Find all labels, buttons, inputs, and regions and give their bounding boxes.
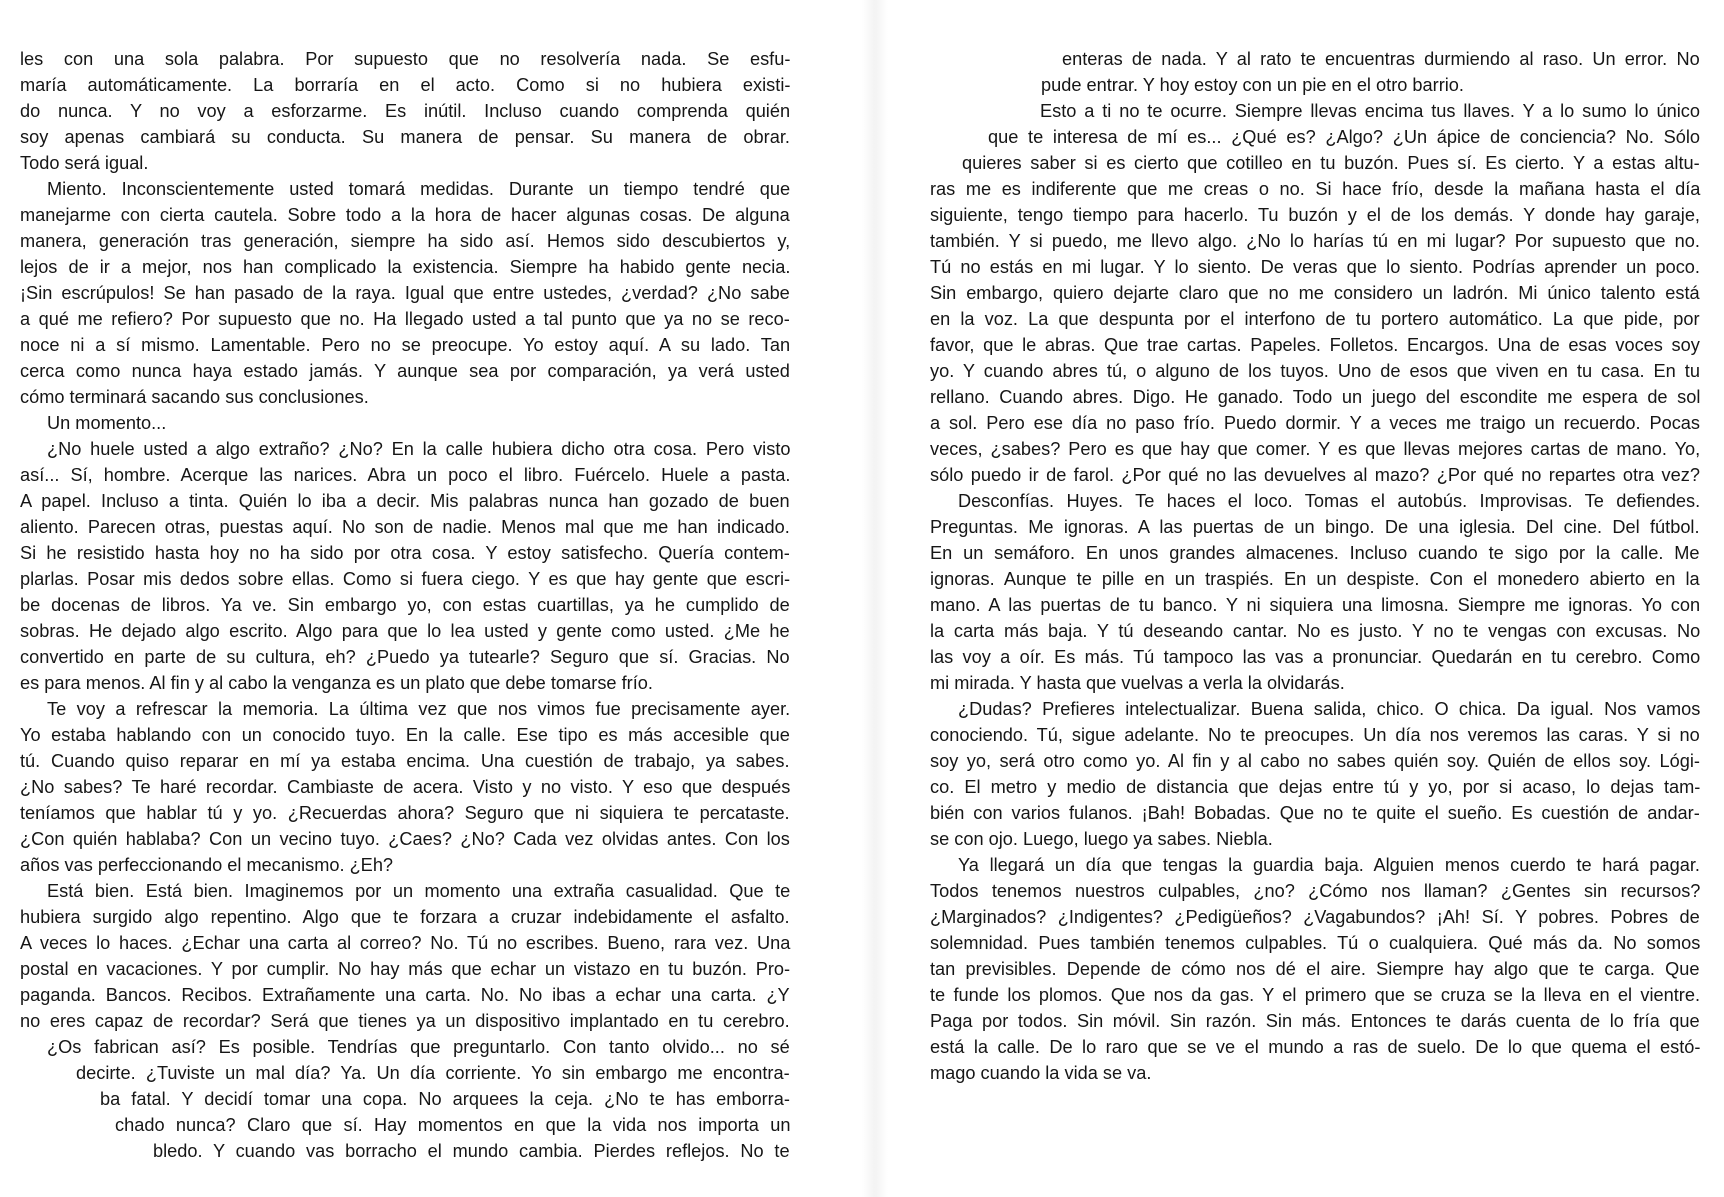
text-line: Un momento... — [47, 413, 167, 433]
text-line: años vas perfeccionando el mecanismo. ¿Eh? — [20, 855, 394, 875]
text-line: mago cuando la vida se va. — [930, 1063, 1152, 1083]
text-line: pude entrar. Y hoy estoy con un pie en el otro barrio. — [1041, 75, 1464, 95]
text-line: se con ojo. Luego, luego ya sabes. Niebla. — [930, 829, 1273, 849]
text-line: chado nunca? Claro que sí. Hay momentos en que la vida nos importa un — [115, 1115, 791, 1135]
text-line: que te interesa de mí es... ¿Qué es? ¿Algo? ¿Un ápice de conciencia? No. Sólo — [988, 127, 1701, 147]
text-line: bién con varios fulanos. ¡Bah! Bobadas. Que no te quite el sueño. Es cuestión de andar- — [930, 803, 1700, 823]
text-line: Preguntas. Me ignoras. A las puertas de un bingo. De una iglesia. Del cine. Del fútbol. — [930, 517, 1700, 537]
text-line: do nunca. Y no voy a esforzarme. Es inútil. Incluso cuando comprenda quién — [20, 101, 791, 121]
text-line: En un semáforo. En unos grandes almacenes. Incluso cuando te sigo por la calle. Me — [930, 543, 1700, 563]
text-line: convertido en parte de su cultura, eh? ¿Puedo ya tutearle? Seguro que sí. Gracias. No — [20, 647, 790, 667]
text-line: Te voy a refrescar la memoria. La última vez que nos vimos fue precisamente ayer. — [47, 699, 791, 719]
text-line: hubiera surgido algo repentino. Algo que te forzara a cruzar indebidamente el asfalto. — [20, 907, 790, 927]
text-line: noce ni a sí mismo. Lamentable. Pero no se preocupe. Yo estoy aquí. A su lado. Tan — [20, 335, 791, 355]
text-line: ¿Marginados? ¿Indigentes? ¿Pedigüeños? ¿Vagabundos? ¡Ah! Sí. Y pobres. Pobres de — [930, 907, 1700, 927]
text-line: quieres saber si es cierto que cotilleo en tu buzón. Pues sí. Es cierto. Y a estas altu- — [962, 153, 1700, 173]
text-line: aliento. Parecen otras, puestas aquí. No son de nadie. Menos mal que me han indicado. — [20, 517, 790, 537]
text-line: ¿No sabes? Te haré recordar. Cambiaste de acera. Visto y no visto. Y eso que después — [20, 777, 791, 797]
text-line: be docenas de libros. Ya ve. Sin embargo yo, con estas cuartillas, ya he cumplido de — [20, 595, 790, 615]
text-line: Todos tenemos nuestros culpables, ¿no? ¿Cómo nos llaman? ¿Gentes sin recursos? — [930, 881, 1701, 901]
text-line: ba fatal. Y decidí tomar una copa. No arquees la ceja. ¿No te has emborra- — [100, 1089, 790, 1109]
text-line: yo. Y cuando abres tú, o alguno de los tuyos. Uno de esos que viven en tu casa. En tu — [930, 361, 1700, 381]
text-line: sobras. He dejado algo escrito. Algo para que lo lea usted y gente como usted. ¿Me he — [20, 621, 790, 641]
text-line: ignoras. Aunque te pille en un traspiés. En un despiste. Con el monedero abierto en la — [930, 569, 1700, 589]
text-line: maría automáticamente. La borraría en el acto. Como si no hubiera existi- — [20, 75, 791, 95]
text-line: a qué me refiero? Por supuesto que no. Ha llegado usted a tal punto que ya no se reco- — [20, 309, 790, 329]
text-line: ¿Dudas? Prefieres intelectualizar. Buena salida, chico. O chica. Da igual. Nos vamos — [958, 699, 1701, 719]
text-line: favor, que le abras. Que trae cartas. Papeles. Folletos. Encargos. Una de esas voces soy — [930, 335, 1700, 355]
text-line: así... Sí, hombre. Acerque las narices. Abra un poco el libro. Fuércelo. Huele a pasta. — [20, 465, 791, 485]
text-line: ¡Sin escrúpulos! Se han pasado de la raya. Igual que entre ustedes, ¿verdad? ¿No sabe — [20, 283, 790, 303]
text-line: las voy a oír. Es más. Tú tampoco las vas a pronunciar. Quedarán en tu cerebro. Como — [930, 647, 1701, 667]
text-line: en la voz. La que despunta por el interfono de tu portero automático. La que pide, por — [930, 309, 1700, 329]
text-line: ¿No huele usted a algo extraño? ¿No? En la calle hubiera dicho otra cosa. Pero visto — [47, 439, 791, 459]
text-line: teníamos que hablar tú y yo. ¿Recuerdas ahora? Seguro que ni siquiera te percataste. — [20, 803, 790, 823]
text-line: paganda. Bancos. Recibos. Extrañamente una carta. No. No ibas a echar una carta. ¿Y — [20, 985, 790, 1005]
text-line: te funde los plomos. Que nos da gas. Y el primero que se cruza se la lleva en el vientre. — [930, 985, 1701, 1005]
text-line: rellano. Cuando abres. Digo. He ganado. Todo un juego del escondite me espera de sol — [930, 387, 1701, 407]
text-line: Está bien. Está bien. Imaginemos por un momento una extraña casualidad. Que te — [47, 881, 791, 901]
text-line: Esto a ti no te ocurre. Siempre llevas encima tus llaves. Y a lo sumo lo único — [1040, 101, 1700, 121]
text-line: cerca como nunca haya estado jamás. Y aunque sea por comparación, ya verá usted — [20, 361, 790, 381]
text-line: co. El metro y medio de distancia que dejas entre tú y yo, por si acaso, lo dejas tam- — [930, 777, 1701, 797]
text-line: Yo estaba hablando con un conocido tuyo. En la calle. Ese tipo es más accesible que — [20, 725, 790, 745]
text-line: conociendo. Tú, sigue adelante. No te preocupes. Un día nos veremos las caras. Y si no — [930, 725, 1700, 745]
text-line: no eres capaz de recordar? Será que tienes ya un dispositivo implantado en tu cerebro. — [20, 1011, 790, 1031]
text-line: manejarme con cierta cautela. Sobre todo a la hora de hacer algunas cosas. De alguna — [20, 205, 790, 225]
text-line: Todo será igual. — [20, 153, 149, 173]
text-line: siguiente, tengo tiempo para hacerlo. Tu buzón y el de los demás. Y donde hay garaje, — [930, 205, 1700, 225]
text-line: tú. Cuando quiso reparar en mí ya estaba encima. Una cuestión de trabajo, ya sabes. — [20, 751, 790, 771]
text-line: ¿Os fabrican así? Es posible. Tendrías que preguntarlo. Con tanto olvido... no sé — [47, 1037, 790, 1057]
text-line: soy apenas cambiará su conducta. Su manera de pensar. Su manera de obrar. — [20, 127, 790, 147]
text-line: es para menos. Al fin y al cabo la venganza es un plato que debe tomarse frío. — [20, 673, 653, 693]
page-gutter — [862, 0, 888, 1197]
text-line: manera, generación tras generación, siempre ha sido así. Hemos sido descubiertos y, — [20, 231, 791, 251]
text-line: decirte. ¿Tuviste un mal día? Ya. Un día corriente. Yo sin embargo me encontra- — [76, 1063, 790, 1083]
text-line: está la calle. De lo raro que se ve el mundo a ras de suelo. De lo que quema el estó- — [930, 1037, 1701, 1057]
text-line: A papel. Incluso a tinta. Quién lo iba a decir. Mis palabras nunca han gozado de buen — [20, 491, 790, 511]
text-line: lejos de ir a mejor, nos han complicado la existencia. Siempre ha habido gente necia. — [20, 257, 791, 277]
text-line: solemnidad. Pues también tenemos culpables. Tú o cualquiera. Qué más da. No somos — [930, 933, 1701, 953]
text-line: cómo terminará sacando sus conclusiones. — [20, 387, 369, 407]
text-line: Sin embargo, quiero dejarte claro que no me considero un ladrón. Mi único talento está — [930, 283, 1700, 303]
text-line: tan previsibles. Depende de cómo nos dé el aire. Siempre hay algo que te carga. Que — [930, 959, 1700, 979]
text-line: Si he resistido hasta hoy no ha sido por otra cosa. Y estoy satisfecho. Quería contem- — [20, 543, 790, 563]
text-line: mi mirada. Y hasta que vuelvas a verla la olvidarás. — [930, 673, 1345, 693]
text-line: Ya llegará un día que tengas la guardia baja. Alguien menos cuerdo te hará pagar. — [958, 855, 1700, 875]
text-line: enteras de nada. Y al rato te encuentras durmiendo al raso. Un error. No — [1062, 49, 1700, 69]
text-line: bledo. Y cuando vas borracho el mundo cambia. Pierdes reflejos. No te — [153, 1141, 790, 1161]
text-line: soy yo, será otro como yo. Al fin y al cabo no sabes quién soy. Quién de ellos soy. Lógi- — [930, 751, 1700, 771]
text-line: ras me es indiferente que me creas o no. Si hace frío, desde la mañana hasta el día — [930, 179, 1701, 199]
text-line: ¿Con quién hablaba? Con un vecino tuyo. ¿Caes? ¿No? Cada vez olvidas antes. Con los — [20, 829, 790, 849]
text-line: plarlas. Posar mis dedos sobre ellas. Como si fuera ciego. Y es que hay gente que escri- — [20, 569, 791, 589]
text-line: Miento. Inconscientemente usted tomará medidas. Durante un tiempo tendré que — [47, 179, 791, 199]
text-line: también. Y si puedo, me llevo algo. ¿No lo harías tú en mi lugar? Por supuesto que no. — [930, 231, 1700, 251]
text-line: Paga por todos. Sin móvil. Sin razón. Sin más. Entonces te darás cuenta de lo fría que — [930, 1011, 1700, 1031]
text-line: postal en vacaciones. Y por cumplir. No hay más que echar un vistazo en tu buzón. Pro- — [20, 959, 791, 979]
text-line: Tú no estás en mi lugar. Y lo siento. De veras que lo siento. Podrías aprender un poco. — [930, 257, 1700, 277]
text-line: la carta más baja. Y tú deseando cantar. No es justo. Y no te vengas con excusas. No — [930, 621, 1701, 641]
text-line: mano. A las puertas de tu banco. Y ni siquiera una limosna. Siempre me ignoras. Yo con — [930, 595, 1701, 615]
text-line: a sol. Pero ese día no paso frío. Puedo dormir. Y a veces me traigo un recuerdo. Pocas — [930, 413, 1700, 433]
left-page — [0, 0, 850, 1197]
text-line: les con una sola palabra. Por supuesto que no resolvería nada. Se esfu- — [20, 49, 791, 69]
text-line: A veces lo haces. ¿Echar una carta al correo? No. Tú no escribes. Bueno, rara vez. Una — [20, 933, 791, 953]
text-line: sólo puedo ir de farol. ¿Por qué no las devuelves al mazo? ¿Por qué no repartes otra vez? — [930, 465, 1700, 485]
text-line: veces, ¿sabes? Pero es que hay que comer. Y es que llevas mejores cartas de mano. Yo, — [930, 439, 1701, 459]
text-line: Desconfías. Huyes. Te haces el loco. Tomas el autobús. Improvisas. Te defiendes. — [958, 491, 1701, 511]
right-page — [900, 0, 1724, 1197]
